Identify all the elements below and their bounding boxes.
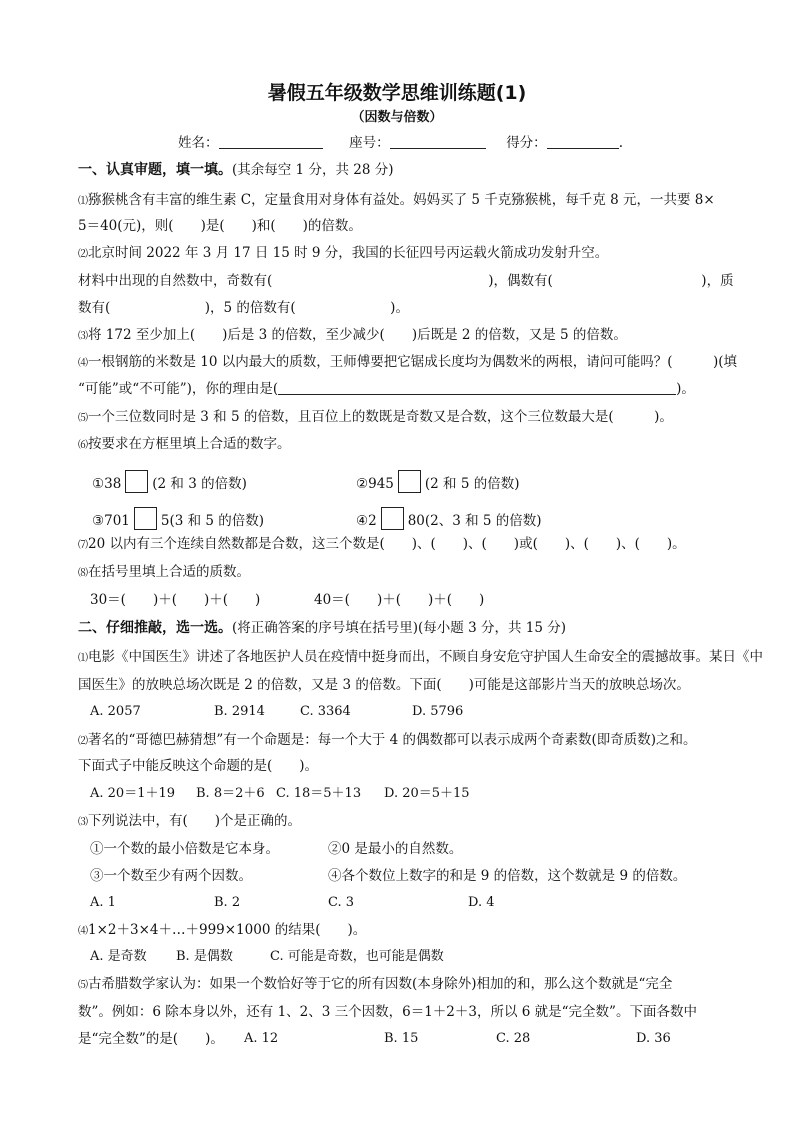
s2-q1-text1: 电影《中国医生》讲述了各地医护人员在疫情中挺身而出，不顾自身安危守护国人生命安全的震撼故事。某日《中 [88, 649, 763, 665]
s1-q2-line1 [78, 244, 608, 264]
section2-heading: 二、仔细推敲，选一选。 [78, 620, 232, 636]
s2-q1-option-d[interactable]: D. 5796 [412, 704, 464, 719]
item2-post: (2 和 5 的倍数) [424, 476, 520, 492]
seat-field[interactable] [390, 134, 486, 149]
s1-q2-text1: 北京时间 2022 年 3 月 17 日 15 时 9 分，我国的长征四号丙运载火箭成功发射升空。 [88, 245, 609, 261]
section1-heading-row [78, 161, 393, 179]
s2-q2-option-b[interactable]: B. 8＝2＋6 [196, 786, 265, 801]
s2-q5-option-c[interactable]: C. 28 [496, 1031, 531, 1046]
s1-q6-item2 [356, 470, 519, 493]
item4-pre: ④2 [356, 513, 377, 529]
s1-q4-line2 [78, 380, 695, 398]
s2-q2-line2: 下面式子中能反映这个命题的是( )。 [78, 758, 319, 774]
s2-q3-statement2: ②0 是最小的自然数。 [328, 841, 463, 857]
s2-q2-text1: 著名的“哥德巴赫猜想”有一个命题是：每一个大于 4 的偶数都可以表示成两个奇素数(即奇质数)之和。 [88, 732, 697, 748]
s2-q4-option-a[interactable]: A. 是奇数 [90, 949, 147, 964]
name-field[interactable] [219, 134, 323, 149]
s1-q1-line1 [78, 191, 715, 211]
s2-q5-text1: 古希腊数学家认为：如果一个数恰好等于它的所有因数(本身除外)相加的和，那么这个数就是“完全 [88, 976, 673, 992]
item1-pre: ①38 [92, 476, 122, 492]
end-dot: . [618, 135, 623, 151]
s2-q5-line1 [78, 975, 672, 995]
s2-q2-number: ⑵ [78, 736, 88, 747]
s2-q3-option-d[interactable]: D. 4 [468, 895, 495, 910]
s1-q6-item1 [92, 470, 247, 493]
s1-q4-text1: 一根钢筋的米数是 10 以内最大的质数，王师傅要把它锯成长度均为偶数米的两根，请问可能吗？( )(填 [88, 354, 738, 370]
s1-q1-line2: 5＝40(元)，则( )是( )和( )的倍数。 [78, 218, 362, 234]
s1-q4-line1 [78, 353, 737, 373]
s2-q3-option-a[interactable]: A. 1 [90, 895, 116, 910]
score-field[interactable] [547, 134, 619, 149]
item3-post: 5(3 和 5 的倍数) [160, 513, 265, 529]
s1-q8-eq1: 30＝( )＋( )＋( ) [90, 592, 261, 608]
item4-post: 80(2、3 和 5 的倍数) [407, 513, 542, 529]
score-label: 得分： [506, 135, 547, 151]
s1-q6-text1: 按要求在方框里填上合适的数字。 [88, 436, 291, 452]
s2-q1-line1 [78, 648, 763, 668]
s1-q8-number: ⑻ [78, 568, 88, 579]
name-label: 姓名： [178, 135, 219, 151]
s1-q3-text1: 将 172 至少加上( )后是 3 的倍数，至少减少( )后既是 2 的倍数，又是 5 的倍数。 [88, 327, 627, 343]
answer-box[interactable] [398, 470, 421, 493]
section2-note: (将正确答案的序号填在括号里)(每小题 3 分，共 15 分) [232, 620, 566, 636]
student-info-row [178, 134, 623, 152]
s2-q3-option-b[interactable]: B. 2 [214, 895, 241, 910]
s2-q2-option-d[interactable]: D. 20＝5＋15 [384, 786, 470, 801]
s1-q3-line1 [78, 326, 627, 346]
s2-q5-line3: 是“完全数”的是( )。 [78, 1031, 224, 1047]
s2-q1-option-a[interactable]: A. 2057 [90, 704, 141, 719]
answer-box[interactable] [125, 470, 148, 493]
item1-post: (2 和 3 的倍数) [152, 476, 247, 492]
item2-pre: ②945 [356, 476, 394, 492]
s2-q5-option-d[interactable]: D. 36 [636, 1031, 671, 1046]
s1-q4-text2a: “可能”或“不可能”)，你的理由是( [78, 381, 279, 397]
s2-q3-statement3: ③一个数至少有两个因数。 [90, 868, 252, 884]
answer-box[interactable] [134, 507, 157, 530]
s1-q6-number: ⑹ [78, 440, 88, 451]
page-title: 暑假五年级数学思维训练题(1) [267, 82, 527, 104]
s2-q3-option-c[interactable]: C. 3 [328, 895, 355, 910]
s2-q4-number: ⑷ [78, 926, 88, 937]
s1-q6-item3 [92, 507, 264, 530]
s1-q6-item4 [356, 507, 542, 530]
s1-q3-number: ⑶ [78, 331, 88, 342]
s2-q5-line2: 数”。例如：6 除本身以外，还有 1、2、3 三个因数，6＝1＋2＋3，所以 6 就是“完全数”。下面各数中 [78, 1004, 697, 1020]
s1-q7-text1: 20 以内有三个连续自然数都是合数，这三个数是( )、( )、( )或( )、( )、( )。 [88, 536, 686, 552]
s1-q1-text1: 猕猴桃含有丰富的维生素 C，定量食用对身体有益处。妈妈买了 5 千克猕猴桃，每千克 8 元，一共要 8× [88, 192, 715, 208]
section1-heading: 一、认真审题，填一填。 [78, 162, 232, 178]
s2-q1-number: ⑴ [78, 653, 88, 664]
s1-q8-line1 [78, 563, 250, 583]
section2-heading-row [78, 619, 566, 637]
s1-q2-line3: 数有( )，5 的倍数有( )。 [78, 300, 409, 316]
s2-q2-option-a[interactable]: A. 20＝1＋19 [90, 786, 176, 801]
s1-q5-number: ⑸ [78, 413, 88, 424]
s2-q3-statement4: ④各个数位上数字的和是 9 的倍数，这个数就是 9 的倍数。 [328, 868, 687, 884]
s2-q3-text1: 下列说法中，有( )个是正确的。 [88, 813, 302, 829]
s1-q8-eq2: 40＝( )＋( )＋( ) [314, 592, 485, 608]
seat-label: 座号： [349, 135, 390, 151]
reason-answer-line[interactable] [278, 380, 676, 395]
section1-note: (其余每空 1 分，共 28 分) [232, 162, 394, 178]
s2-q3-number: ⑶ [78, 817, 88, 828]
s2-q1-option-b[interactable]: B. 2914 [214, 704, 265, 719]
s1-q4-text2b: )。 [676, 381, 695, 397]
s2-q1-option-c[interactable]: C. 3364 [300, 704, 351, 719]
s2-q3-statement1: ①一个数的最小倍数是它本身。 [90, 841, 279, 857]
s2-q4-option-c[interactable]: C. 可能是奇数，也可能是偶数 [270, 949, 444, 964]
s1-q7-line1 [78, 535, 686, 555]
s1-q1-number: ⑴ [78, 196, 88, 207]
s2-q2-option-c[interactable]: C. 18＝5＋13 [276, 786, 362, 801]
s1-q6-line1 [78, 435, 291, 455]
s1-q5-text1: 一个三位数同时是 3 和 5 的倍数，且百位上的数既是奇数又是合数，这个三位数最大是( )。 [88, 409, 673, 425]
s2-q5-option-a[interactable]: A. 12 [244, 1031, 279, 1046]
item3-pre: ③701 [92, 513, 130, 529]
s2-q4-option-b[interactable]: B. 是偶数 [176, 949, 233, 964]
s1-q5-line1 [78, 408, 673, 428]
s1-q4-number: ⑷ [78, 358, 88, 369]
answer-box[interactable] [381, 507, 404, 530]
s2-q5-number: ⑸ [78, 980, 88, 991]
s2-q4-text1: 1×2＋3×4＋…＋999×1000 的结果( )。 [88, 922, 367, 938]
s2-q2-line1 [78, 731, 697, 751]
s1-q2-line2: 材料中出现的自然数中，奇数有( )，偶数有( )，质 [78, 273, 734, 289]
s2-q5-option-b[interactable]: B. 15 [384, 1031, 419, 1046]
s2-q3-line1 [78, 812, 301, 832]
s2-q1-line2: 国医生》的放映总场次既是 2 的倍数，又是 3 的倍数。下面( )可能是这部影片当天的放映总场次。 [78, 677, 690, 693]
page-subtitle: （因数与倍数） [351, 110, 443, 125]
s1-q2-number: ⑵ [78, 249, 88, 260]
s2-q4-line1 [78, 921, 366, 941]
s1-q8-text1: 在括号里填上合适的质数。 [88, 564, 250, 580]
s1-q7-number: ⑺ [78, 540, 88, 551]
